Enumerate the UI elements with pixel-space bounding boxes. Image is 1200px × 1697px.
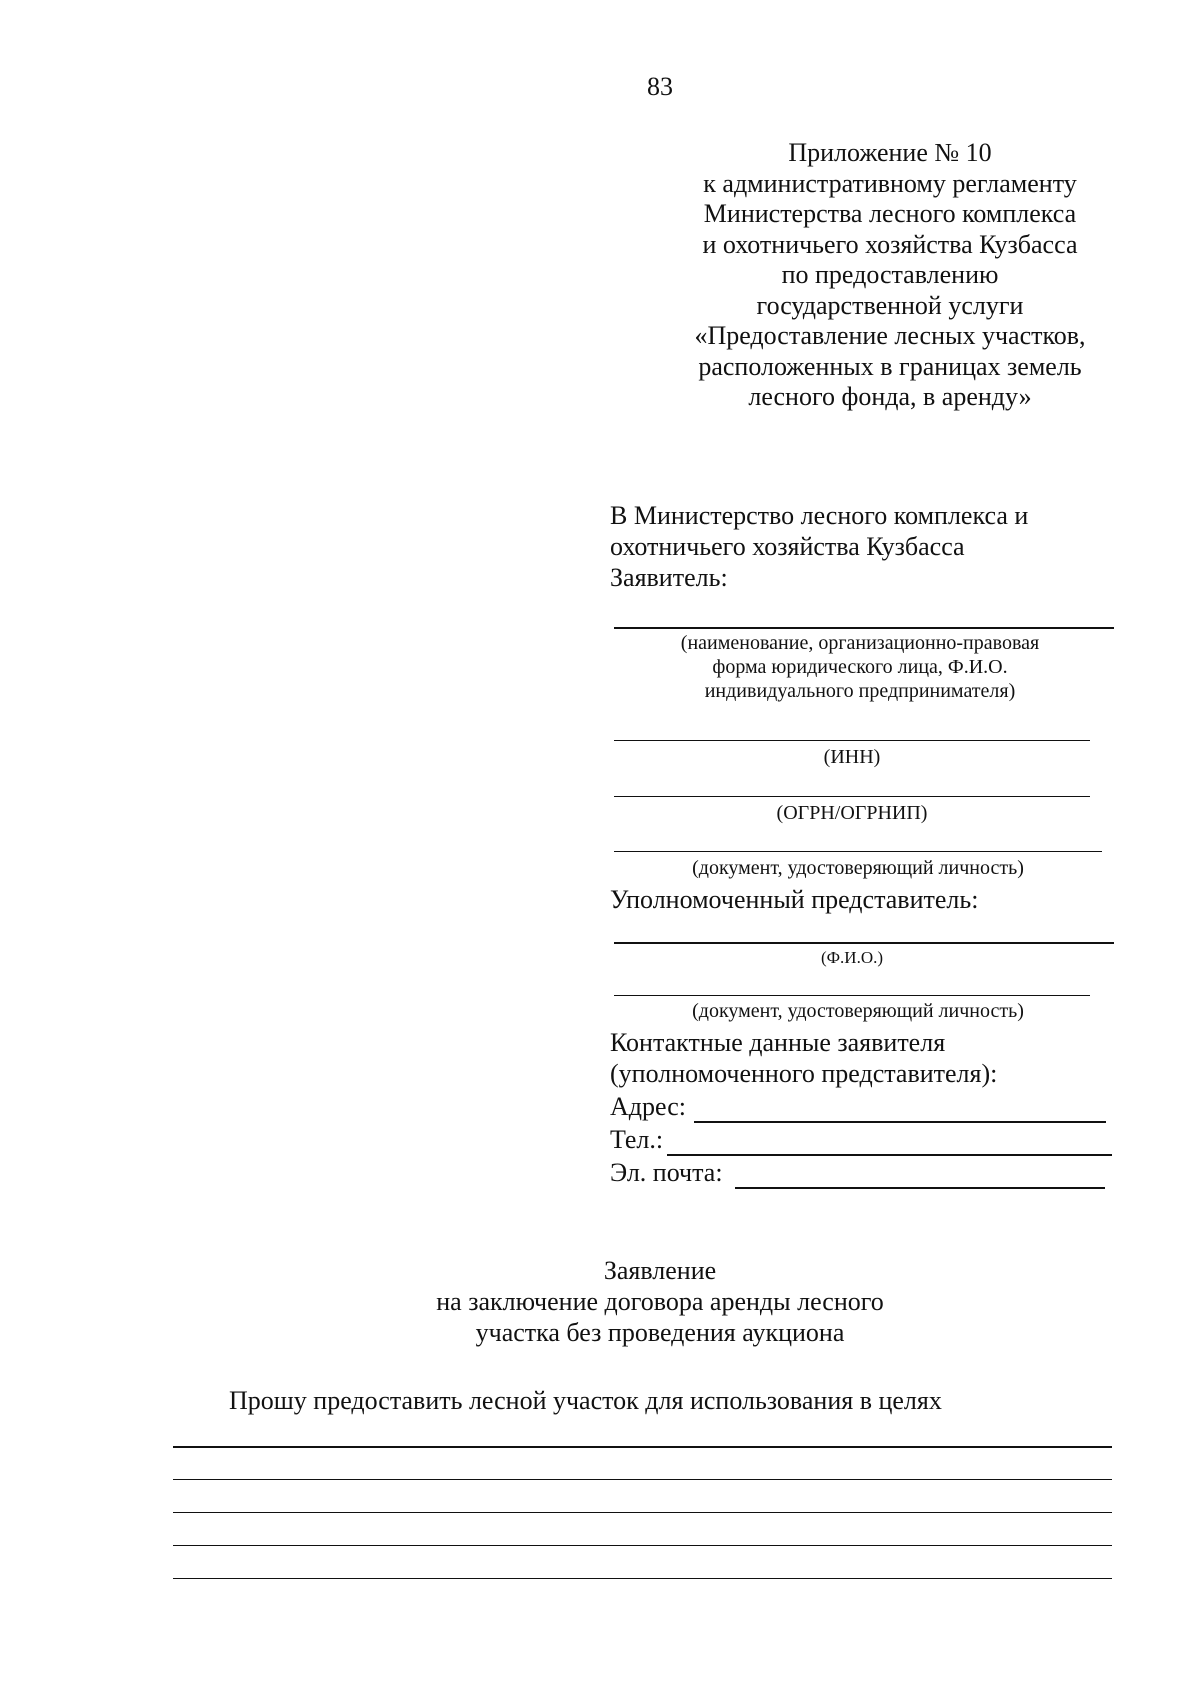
appendix-line: «Предоставление лесных участков, [694,321,1086,350]
addressee-line: В Министерство лесного комплекса и [610,501,1029,530]
inn-caption: (ИНН) [823,746,881,768]
purpose-line[interactable] [173,1479,1112,1480]
ogrn-caption: (ОГРН/ОГРНИП) [776,802,928,824]
addressee-line: охотничьего хозяйства Кузбасса [610,532,965,561]
appendix-header [640,138,1140,413]
inn-line[interactable] [614,740,1090,741]
email-field[interactable] [735,1187,1105,1189]
appendix-line: по предоставлению [781,260,999,289]
representative-fio-line[interactable] [614,942,1114,944]
appendix-line: к административному регламенту [703,168,1077,198]
statement-title: Заявление на заключение договора аренды лесного участка без проведения аукциона [436,1256,884,1347]
request-text: Прошу предоставить лесной участок для использования в целях [229,1386,942,1415]
purpose-line[interactable] [173,1545,1112,1546]
ogrn-line[interactable] [614,796,1090,797]
appendix-line: и охотничьего хозяйства Кузбасса [702,229,1078,259]
applicant-id-doc-caption: (документ, удостоверяющий личность) [692,857,1024,879]
applicant-name-line[interactable] [614,627,1114,629]
purpose-line[interactable] [173,1512,1112,1513]
phone-label: Тел.: [610,1125,664,1154]
address-field[interactable] [694,1121,1106,1123]
applicant-label: Заявитель: [610,563,728,592]
address-label: Адрес: [610,1092,686,1121]
appendix-line: Министерства лесного комплекса [703,199,1077,228]
purpose-line[interactable] [173,1578,1112,1579]
contacts-heading: Контактные данные заявителя (уполномоченного представителя): [610,1028,998,1088]
purpose-line[interactable] [173,1446,1112,1448]
representative-fio-caption: (Ф.И.О.) [820,948,884,967]
appendix-line: Приложение № 10 [788,138,992,167]
representative-id-doc-caption: (документ, удостоверяющий личность) [692,1000,1024,1022]
appendix-line: лесного фонда, в аренду» [748,382,1032,411]
appendix-line: государственной услуги [756,290,1024,320]
representative-label: Уполномоченный представитель: [610,885,979,914]
page-number: 83 [647,72,673,101]
addressee-block [610,500,1028,593]
email-label: Эл. почта: [610,1158,723,1187]
applicant-id-doc-line[interactable] [614,851,1102,852]
phone-field[interactable] [667,1154,1112,1156]
appendix-line: расположенных в границах земель [698,351,1082,381]
applicant-name-caption: (наименование, организационно-правовая форма юридического лица, Ф.И.О. индивидуального предпринимателя) [680,632,1040,702]
representative-id-doc-line[interactable] [614,995,1090,996]
